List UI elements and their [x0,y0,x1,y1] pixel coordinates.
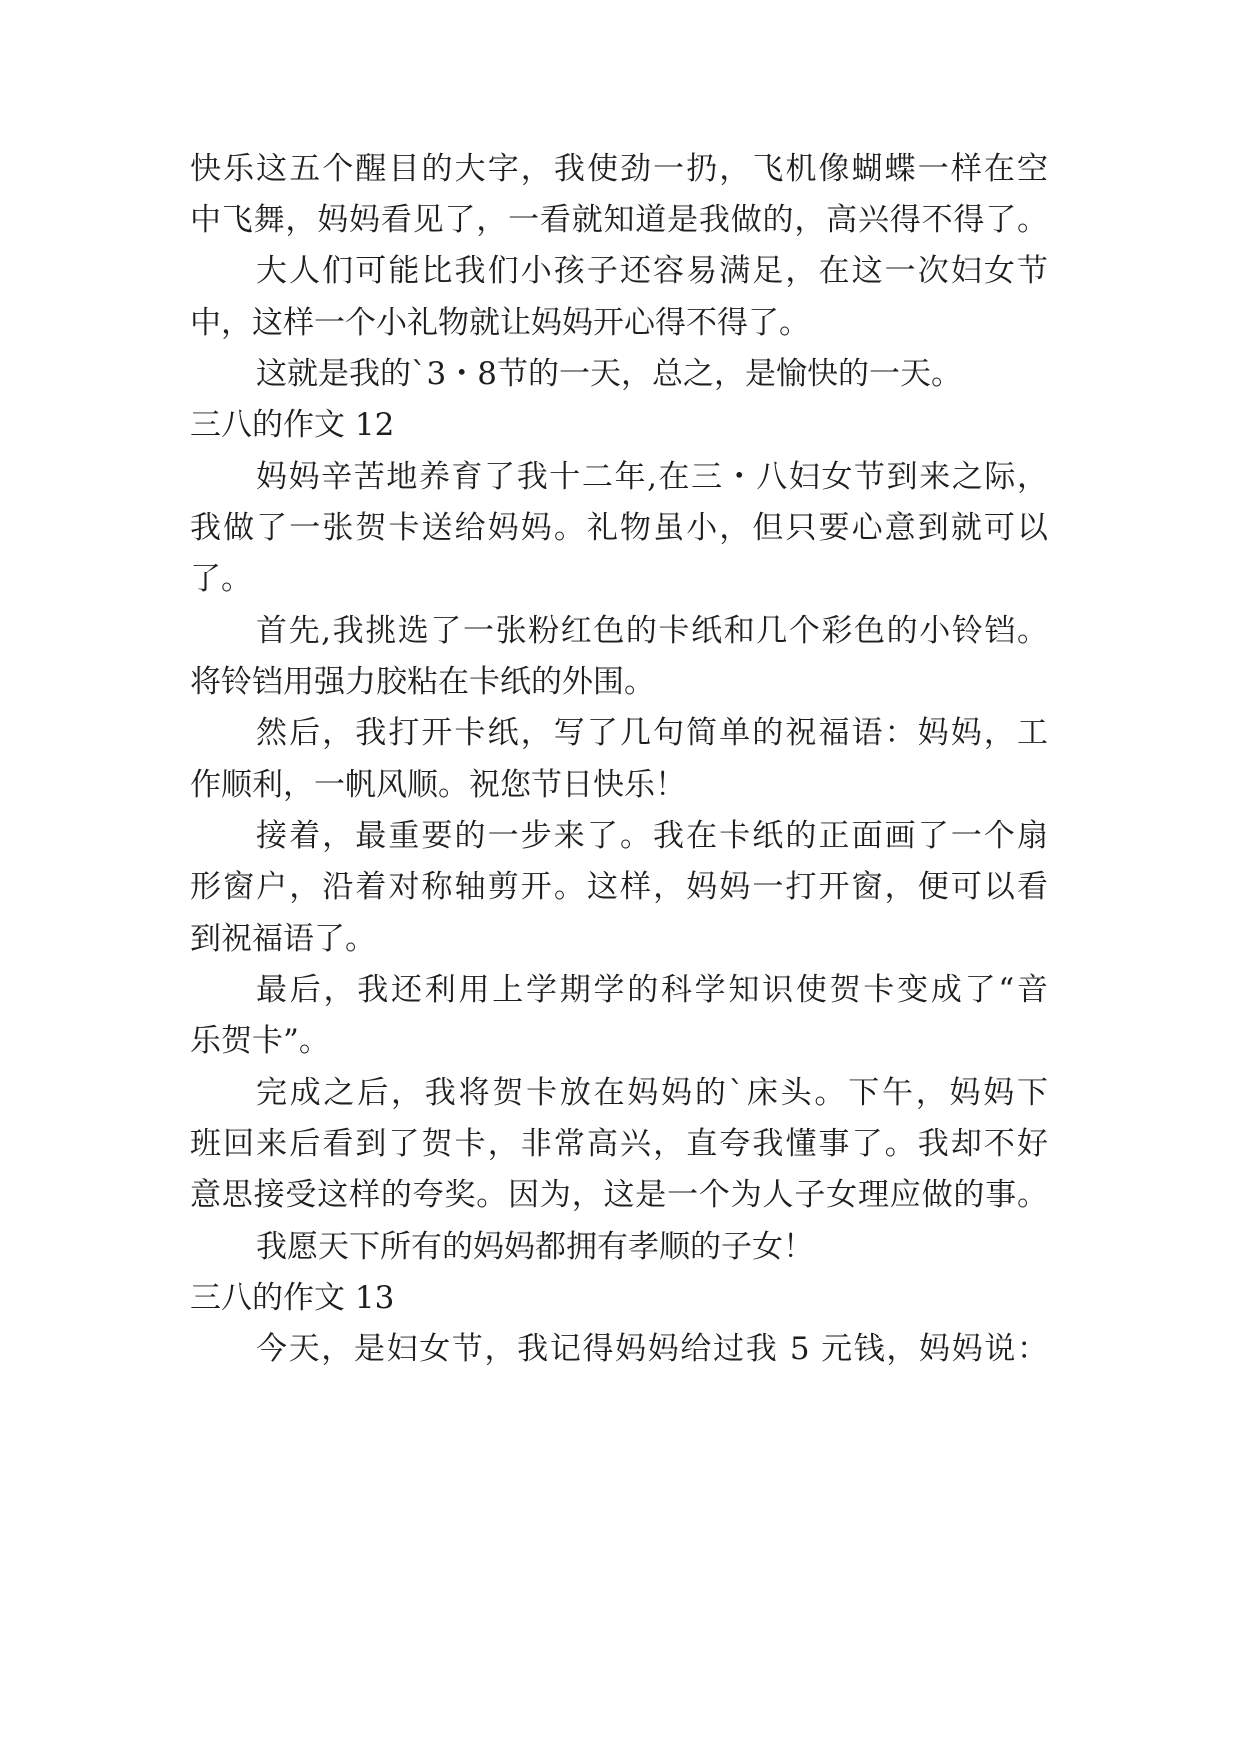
text-line: 中，这样一个小礼物就让妈妈开心得不得了。 [190,305,810,341]
text-line: 大人们可能比我们小孩子还容易满足，在这一次妇女节 [256,253,1048,289]
text-line: 到祝福语了。 [190,921,376,957]
text-line: 意思接受这样的夸奖。因为，这是一个为人子女理应做的事。 [190,1177,1048,1213]
text-line: 乐贺卡”。 [190,1023,330,1059]
text-line: 接着，最重要的一步来了。我在卡纸的正面画了一个扇 [256,818,1048,854]
text-line: 最后，我还利用上学期学的科学知识使贺卡变成了“音 [256,972,1048,1008]
section-heading: 三八的作文 13 [190,1280,395,1316]
text-line: 形窗户，沿着对称轴剪开。这样，妈妈一打开窗，便可以看 [190,869,1048,905]
text-line: 将铃铛用强力胶粘在卡纸的外围。 [190,664,655,700]
text-line: 了。 [190,561,252,597]
text-line: 我愿天下所有的妈妈都拥有孝顺的子女！ [256,1229,814,1265]
text-line: 首先,我挑选了一张粉红色的卡纸和几个彩色的小铃铛。 [256,613,1048,649]
text-line: 完成之后，我将贺卡放在妈妈的`床头。下午，妈妈下 [256,1075,1048,1111]
section-heading: 三八的作文 12 [190,407,395,443]
text-line: 快乐这五个醒目的大字，我使劲一扔，飞机像蝴蝶一样在空 [190,151,1048,187]
text-line: 我做了一张贺卡送给妈妈。礼物虽小，但只要心意到就可以 [190,510,1048,546]
text-line: 班回来后看到了贺卡，非常高兴，直夸我懂事了。我却不好 [190,1126,1048,1162]
text-line: 中飞舞，妈妈看见了，一看就知道是我做的，高兴得不得了。 [190,202,1048,238]
text-line: 这就是我的`3・8节的一天，总之，是愉快的一天。 [256,356,962,392]
text-line: 作顺利，一帆风顺。祝您节日快乐！ [190,767,686,803]
text-line: 然后，我打开卡纸，写了几句简单的祝福语：妈妈，工 [256,715,1048,751]
text-line: 今天，是妇女节，我记得妈妈给过我 5 元钱，妈妈说： [256,1331,1048,1367]
text-line: 妈妈辛苦地养育了我十二年,在三・八妇女节到来之际， [256,459,1048,495]
